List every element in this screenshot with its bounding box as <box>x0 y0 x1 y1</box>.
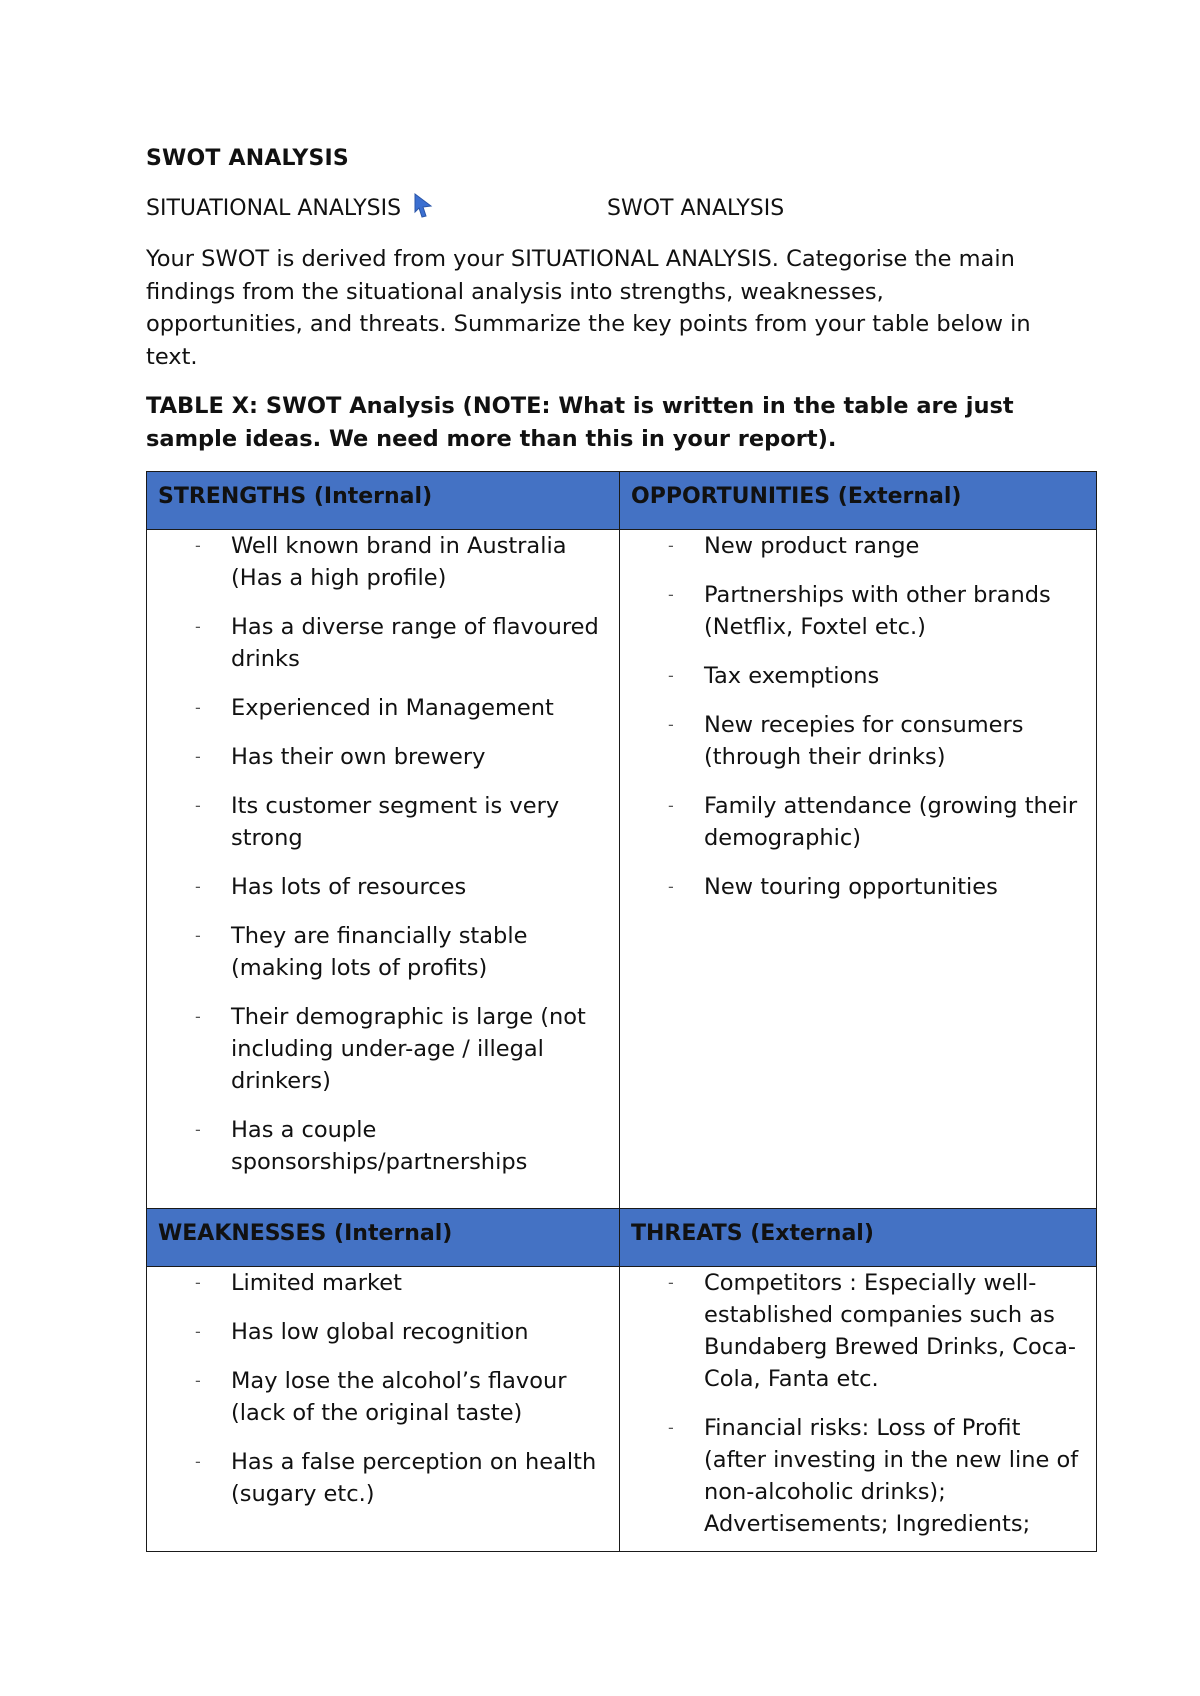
strengths-header: STRENGTHS (Internal) <box>147 472 620 530</box>
swot-table <box>146 471 1097 1552</box>
swot-body-row <box>147 530 1097 1209</box>
bullet-dash: - <box>195 1007 201 1026</box>
bullet-dash: - <box>195 1273 201 1292</box>
list-item <box>620 660 1096 692</box>
list-item-text: Has their own brewery <box>231 744 486 770</box>
list-item-text: Has low global recognition <box>231 1319 529 1345</box>
strengths-list <box>147 530 619 1178</box>
bullet-dash: - <box>195 1371 201 1390</box>
list-item-text: New touring opportunities <box>704 874 998 900</box>
bullet-dash: - <box>668 1273 674 1292</box>
bullet-dash: - <box>195 1120 201 1139</box>
threats-header: THREATS (External) <box>620 1209 1097 1267</box>
bullet-dash: - <box>195 698 201 717</box>
list-item <box>620 530 1096 562</box>
list-item-text: Limited market <box>231 1270 402 1296</box>
bullet-dash: - <box>195 617 201 636</box>
list-item-text: Tax exemptions <box>704 663 880 689</box>
list-item-text: They are financially stable (making lots of profits) <box>231 923 528 981</box>
list-item <box>620 871 1096 903</box>
bullet-dash: - <box>668 585 674 604</box>
list-item-text: Experienced in Management <box>231 695 554 721</box>
list-item <box>147 790 619 854</box>
bullet-dash: - <box>668 796 674 815</box>
page-title: SWOT ANALYSIS <box>146 146 349 171</box>
bullet-dash: - <box>195 796 201 815</box>
list-item <box>147 920 619 984</box>
list-item-text: Has a couple sponsorships/partnerships <box>231 1117 528 1175</box>
list-item-text: Family attendance (growing their demographic) <box>704 793 1078 851</box>
list-item-text: Partnerships with other brands (Netflix, Foxtel etc.) <box>704 582 1051 640</box>
list-item <box>147 611 619 675</box>
list-item-text: Has a diverse range of flavoured drinks <box>231 614 599 672</box>
list-item-text: Has lots of resources <box>231 874 467 900</box>
list-item-text: May lose the alcohol’s flavour (lack of the original taste) <box>231 1368 567 1426</box>
bullet-dash: - <box>668 666 674 685</box>
bullet-dash: - <box>195 877 201 896</box>
list-item <box>147 1114 619 1178</box>
bullet-dash: - <box>668 877 674 896</box>
bullet-dash: - <box>668 1418 674 1437</box>
list-item-text: Financial risks: Loss of Profit (after investing in the new line of non-alcoholic drinks); Advertisements; Ingredients; <box>704 1415 1079 1537</box>
bullet-dash: - <box>195 1452 201 1471</box>
bullet-dash: - <box>195 1322 201 1341</box>
bullet-dash: - <box>668 715 674 734</box>
opportunities-cell <box>620 530 1097 1209</box>
intro-paragraph: Your SWOT is derived from your SITUATIONAL ANALYSIS. Categorise the main findings from the situational analysis into strengths, weaknesses, opportunities, and threats. Summarize the key points from your table below in text. <box>146 246 1031 370</box>
list-item <box>620 1267 1096 1395</box>
bullet-dash: - <box>668 536 674 555</box>
opportunities-header: OPPORTUNITIES (External) <box>620 472 1097 530</box>
list-item <box>620 579 1096 643</box>
list-item <box>147 1365 619 1429</box>
list-item-text: New product range <box>704 533 920 559</box>
list-item <box>147 1446 619 1510</box>
bullet-dash: - <box>195 926 201 945</box>
weaknesses-list <box>147 1267 619 1510</box>
strengths-cell <box>147 530 620 1209</box>
swot-body-row <box>147 1267 1097 1552</box>
list-item <box>147 871 619 903</box>
analysis-flow <box>146 196 1096 226</box>
list-item <box>147 692 619 724</box>
opportunities-list <box>620 530 1096 903</box>
swot-header-row <box>147 1209 1097 1267</box>
swot-header-row <box>147 472 1097 530</box>
threats-cell <box>620 1267 1097 1552</box>
list-item-text: Has a false perception on health (sugary etc.) <box>231 1449 597 1507</box>
bullet-dash: - <box>195 747 201 766</box>
weaknesses-cell <box>147 1267 620 1552</box>
list-item <box>147 1267 619 1299</box>
list-item-text: Well known brand in Australia (Has a high profile) <box>231 533 567 591</box>
bullet-dash: - <box>195 536 201 555</box>
list-item-text: New recepies for consumers (through their drinks) <box>704 712 1024 770</box>
list-item <box>620 709 1096 773</box>
weaknesses-header: WEAKNESSES (Internal) <box>147 1209 620 1267</box>
list-item <box>147 741 619 773</box>
flow-to-label: SWOT ANALYSIS <box>607 196 785 221</box>
flow-from-label: SITUATIONAL ANALYSIS <box>146 196 402 221</box>
list-item-text: Competitors : Especially well-established companies such as Bundaberg Brewed Drinks, Coca-Cola, Fanta etc. <box>704 1270 1077 1392</box>
table-caption: TABLE X: SWOT Analysis (NOTE: What is written in the table are just sample ideas. We need more than this in your report). <box>146 393 1014 452</box>
list-item <box>147 1316 619 1348</box>
list-item <box>147 1001 619 1097</box>
list-item-text: Their demographic is large (not including under-age / illegal drinkers) <box>231 1004 586 1094</box>
threats-list <box>620 1267 1096 1540</box>
list-item <box>620 1412 1096 1540</box>
list-item <box>147 530 619 594</box>
list-item-text: Its customer segment is very strong <box>231 793 560 851</box>
arrow-icon <box>412 192 434 218</box>
list-item <box>620 790 1096 854</box>
